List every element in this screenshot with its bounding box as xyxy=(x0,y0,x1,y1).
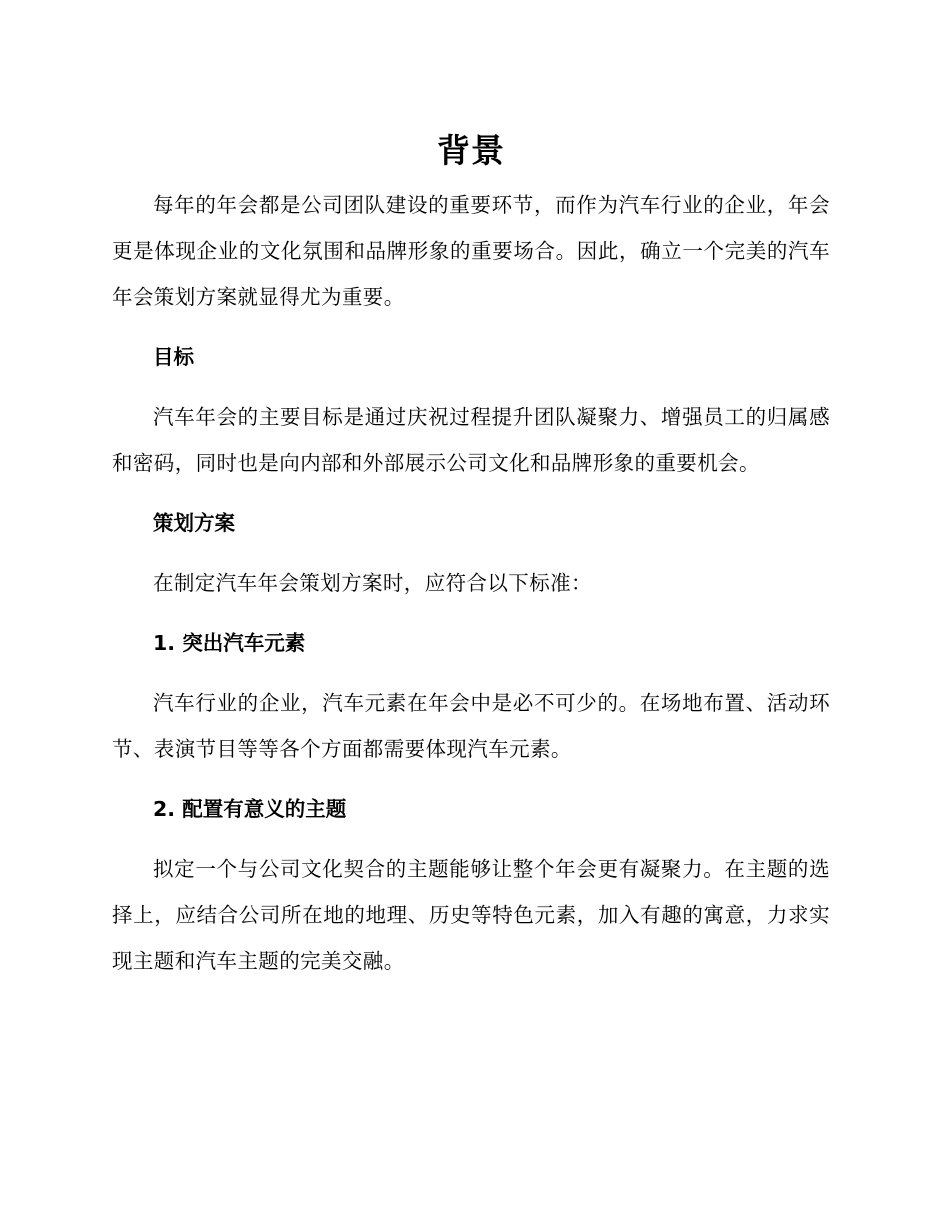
background-paragraph: 每年的年会都是公司团队建设的重要环节，而作为汽车行业的企业，年会更是体现企业的文化氛围和品牌形象的重要场合。因此，确立一个完美的汽车年会策划方案就显得尤为重要。 xyxy=(112,193,830,309)
document-body xyxy=(112,128,830,984)
goal-paragraph: 汽车年会的主要目标是通过庆祝过程提升团队凝聚力、增强员工的归属感和密码，同时也是向内部和外部展示公司文化和品牌形象的重要机会。 xyxy=(112,405,830,475)
section-gap xyxy=(112,486,830,500)
point2-paragraph: 拟定一个与公司文化契合的主题能够让整个年会更有凝聚力。在主题的选择上，应结合公司所在地的地理、历史等特色元素，加入有趣的寓意，力求实现主题和汽车主题的完美交融。 xyxy=(112,857,830,973)
plan-intro-paragraph: 在制定汽车年会策划方案时，应符合以下标准： xyxy=(153,571,592,595)
point2-heading: 2. 配置有意义的主题 xyxy=(153,797,347,821)
section-gap xyxy=(112,666,830,680)
goal-heading: 目标 xyxy=(153,345,194,369)
point1-heading: 1. 突出汽车元素 xyxy=(153,631,306,655)
section-gap xyxy=(112,546,830,560)
point1-paragraph: 汽车行业的企业，汽车元素在年会中是必不可少的。在场地布置、活动环节、表演节目等等各个方面都需要体现汽车元素。 xyxy=(112,691,830,761)
section-gap xyxy=(112,320,830,334)
section-gap xyxy=(112,606,830,620)
section-gap xyxy=(112,772,830,786)
section-gap xyxy=(112,832,830,846)
page-title: 背景 xyxy=(437,131,505,170)
section-gap xyxy=(112,380,830,394)
plan-heading: 策划方案 xyxy=(153,511,235,535)
